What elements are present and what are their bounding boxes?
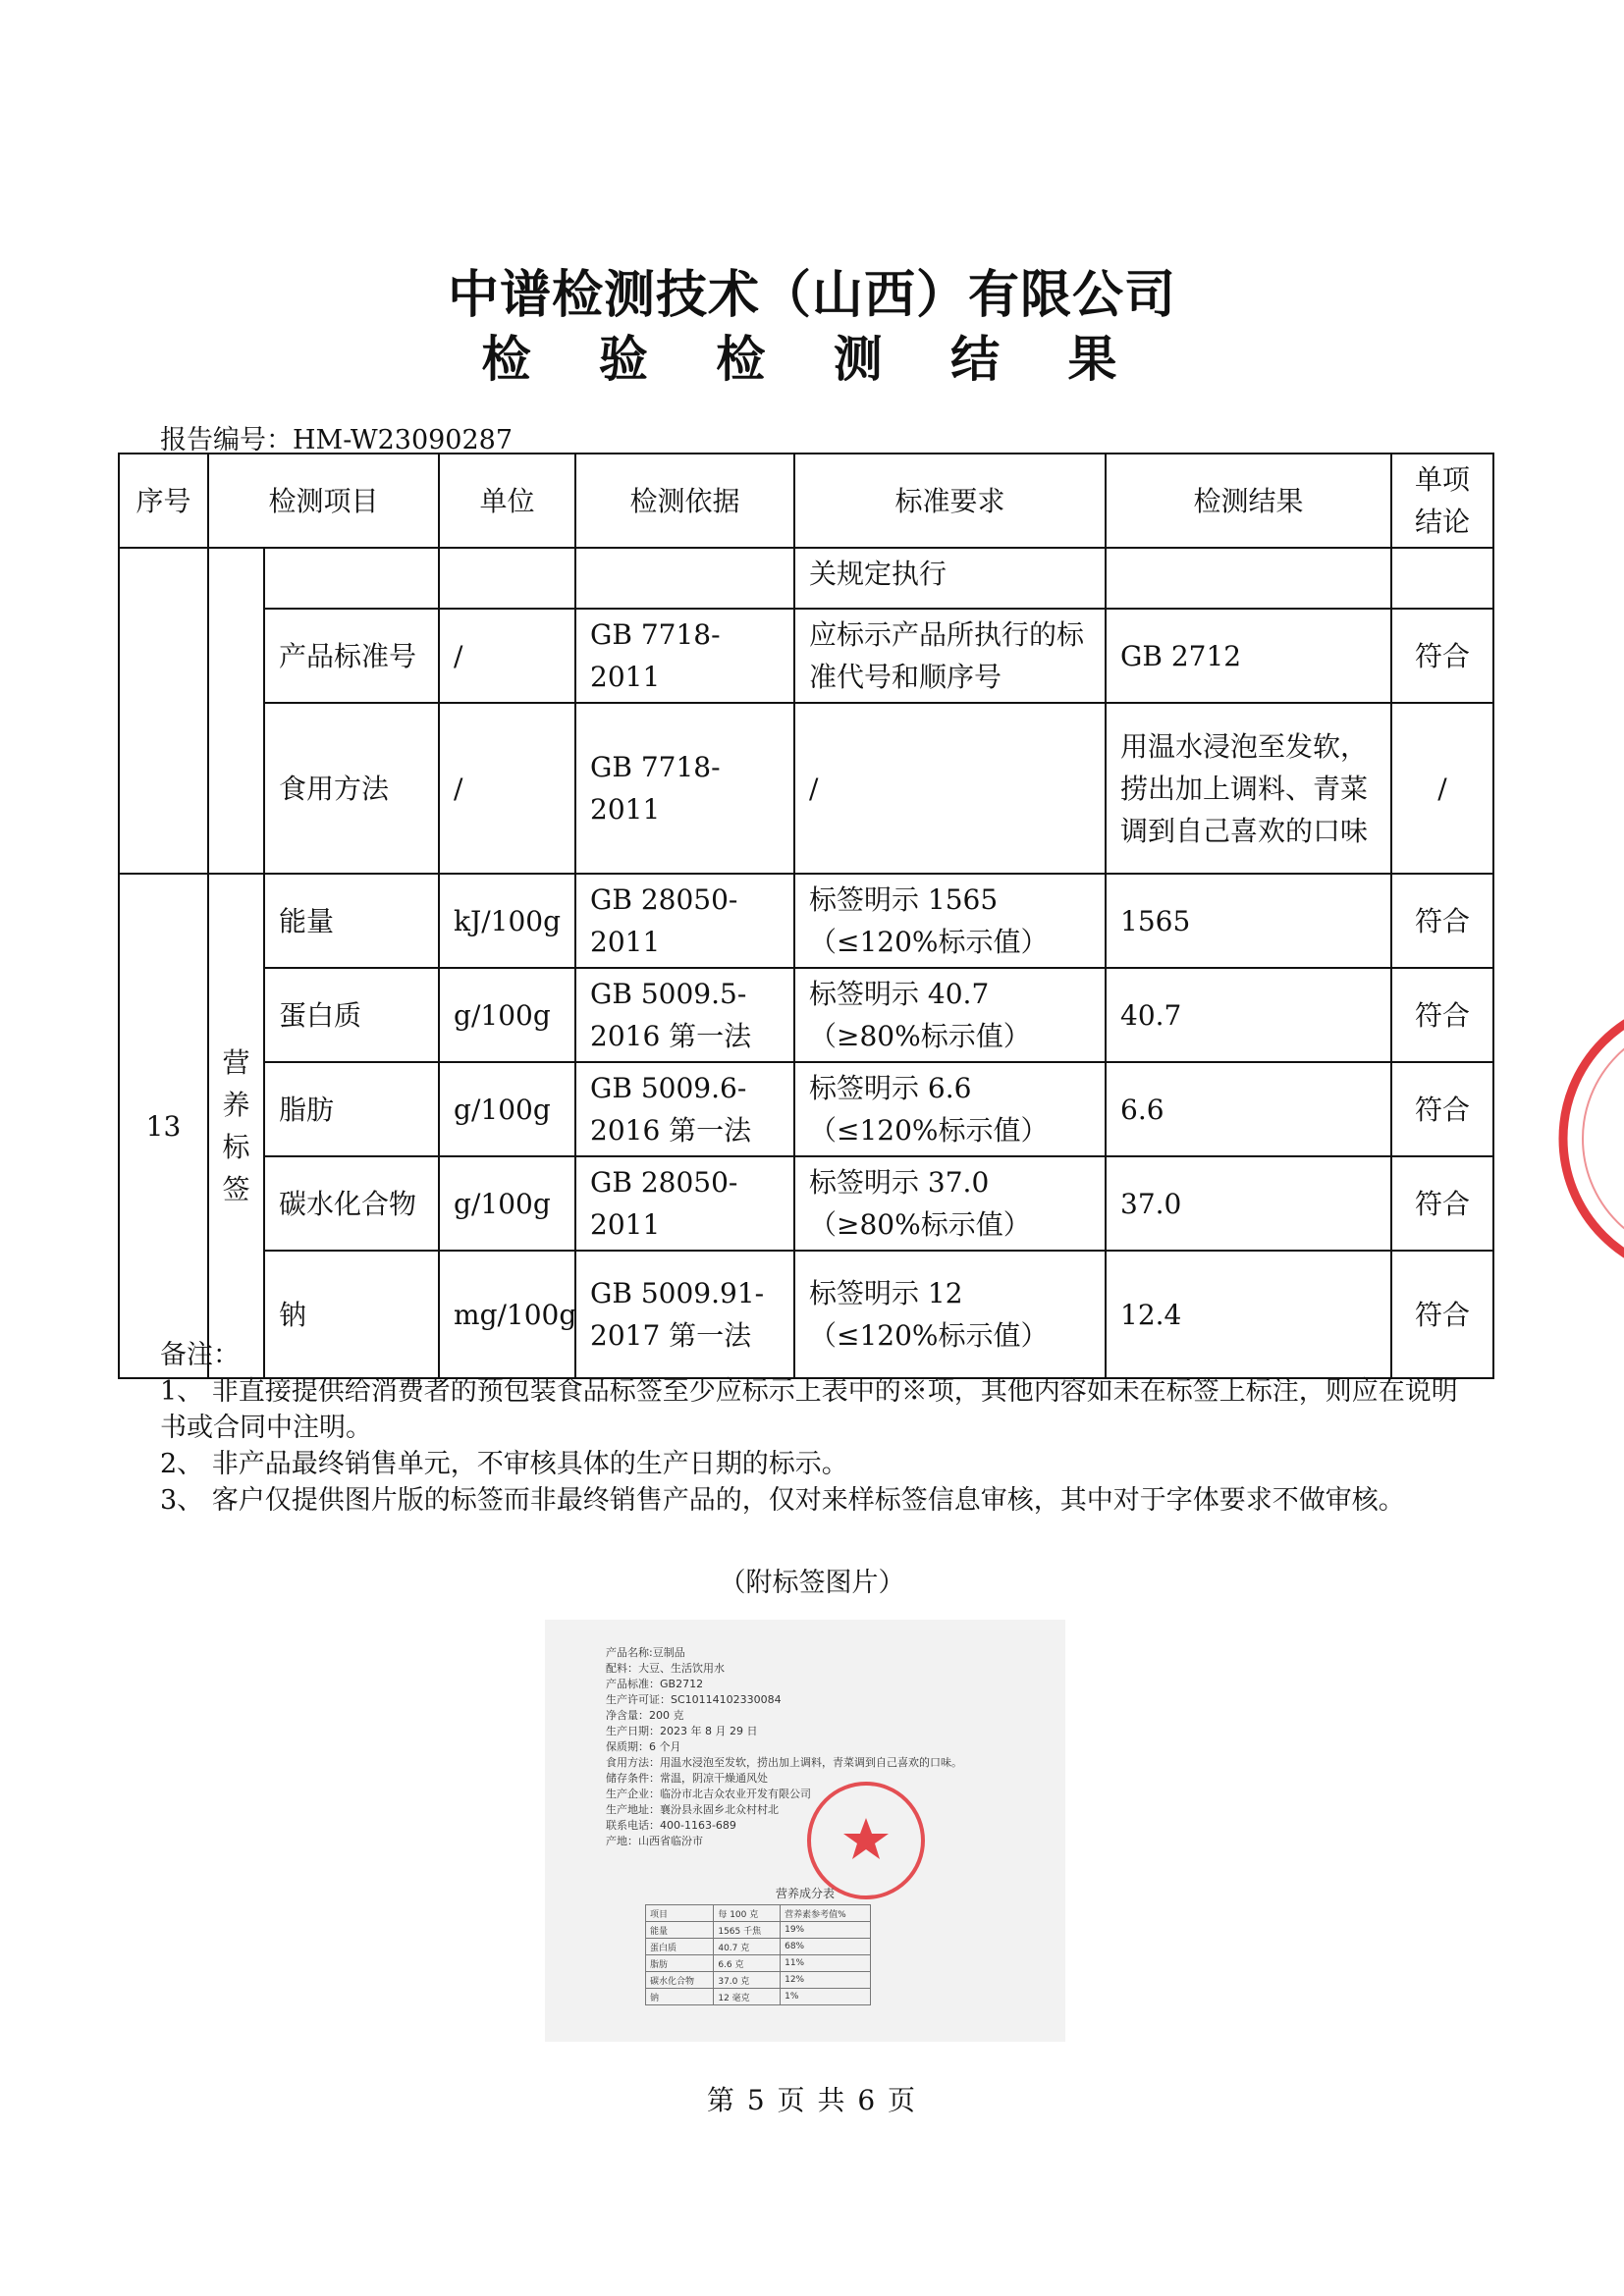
conclusion-cell: 符合 [1391, 1251, 1493, 1378]
notes-section [160, 1337, 1476, 1519]
item-cell: 脂肪 [264, 1062, 439, 1156]
nutrition-table [645, 1904, 871, 2005]
nutrition-header-row [646, 1905, 871, 1922]
label-line: 产地：山西省临汾市 [606, 1835, 703, 1847]
item-cell: 产品标准号 [264, 609, 439, 703]
category-char: 养 [222, 1089, 250, 1121]
header-cell: 检测项目 [208, 454, 439, 548]
unit-cell: g/100g [439, 1156, 575, 1251]
nutrition-cell: 钠 [646, 1989, 714, 2005]
nutrition-cell: 37.0 克 [714, 1972, 781, 1989]
table-row [119, 548, 1493, 609]
result-cell: 用温水浸泡至发软，捞出加上调料、青菜调到自己喜欢的口味 [1106, 703, 1391, 874]
conclusion-cell: 符合 [1391, 1062, 1493, 1156]
unit-cell [439, 548, 575, 609]
result-cell: 12.4 [1106, 1251, 1391, 1378]
label-line: 产品标准：GB2712 [606, 1678, 704, 1690]
nutrition-cell: 脂肪 [646, 1955, 714, 1972]
conclusion-cell [1391, 548, 1493, 609]
label-line: 保质期：6 个月 [606, 1740, 681, 1753]
category-char: 标 [222, 1131, 250, 1163]
document-title: 检 验 检 测 结 果 [481, 331, 1143, 388]
basis-cell: GB 7718-2011 [575, 703, 794, 874]
result-cell: GB 2712 [1106, 609, 1391, 703]
result-cell: 37.0 [1106, 1156, 1391, 1251]
label-line: 生产许可证：SC10114102330084 [606, 1693, 782, 1706]
no-cell: 13 [119, 874, 208, 1378]
label-image [545, 1620, 1065, 2042]
header-cell: 检测结果 [1106, 454, 1391, 548]
unit-cell: g/100g [439, 1062, 575, 1156]
results-table [118, 453, 1494, 1379]
company-seal-icon [1553, 991, 1624, 1286]
basis-cell: GB 5009.6-2016 第一法 [575, 1062, 794, 1156]
nutrition-cell: 1565 千焦 [714, 1922, 781, 1939]
label-line: 储存条件：常温，阴凉干燥通风处 [606, 1772, 768, 1785]
table-row [119, 874, 1493, 968]
table-row [119, 703, 1493, 874]
nutrition-cell: 11% [781, 1955, 871, 1972]
nutrition-cell: 能量 [646, 1922, 714, 1939]
conclusion-cell: 符合 [1391, 1156, 1493, 1251]
item-cell: 蛋白质 [264, 968, 439, 1062]
nutrition-cell: 蛋白质 [646, 1939, 714, 1955]
label-line: 产品名称:豆制品 [606, 1646, 685, 1659]
header-cell: 检测依据 [575, 454, 794, 548]
unit-cell: / [439, 703, 575, 874]
basis-cell: GB 5009.91-2017 第一法 [575, 1251, 794, 1378]
requirement-cell: 标签明示 6.6（≤120%标示值） [794, 1062, 1106, 1156]
item-cell: 食用方法 [264, 703, 439, 874]
table-row [119, 1156, 1493, 1251]
category-char: 签 [222, 1173, 250, 1205]
label-line: 生产企业：临汾市北吉众农业开发有限公司 [606, 1788, 811, 1800]
label-line: 净含量：200 克 [606, 1709, 684, 1722]
unit-cell: / [439, 609, 575, 703]
nutrition-row [646, 1922, 871, 1939]
company-name: 中谱检测技术（山西）有限公司 [447, 266, 1176, 325]
label-line: 食用方法：用温水浸泡至发软，捞出加上调料，青菜调到自己喜欢的口味。 [606, 1756, 962, 1769]
requirement-cell: 标签明示 37.0（≥80%标示值） [794, 1156, 1106, 1251]
result-cell [1106, 548, 1391, 609]
nutrition-row [646, 1939, 871, 1955]
nutrition-row [646, 1955, 871, 1972]
attachment-caption: （附标签图片） [719, 1568, 905, 1598]
result-cell: 1565 [1106, 874, 1391, 968]
category-cell [208, 874, 264, 1378]
header-cell: 标准要求 [794, 454, 1106, 548]
label-line: 生产日期：2023 年 8 月 29 日 [606, 1725, 758, 1737]
basis-cell: GB 7718-2011 [575, 609, 794, 703]
basis-cell: GB 28050-2011 [575, 874, 794, 968]
report-number: 报告编号：HM-W23090287 [160, 425, 514, 455]
conclusion-cell: 符合 [1391, 609, 1493, 703]
notes-heading: 备注： [160, 1340, 240, 1370]
nutrition-header-cell: 每 100 克 [714, 1905, 781, 1922]
item-cell: 钠 [264, 1251, 439, 1378]
nutrition-cell: 12% [781, 1972, 871, 1989]
label-line: 配料：大豆、生活饮用水 [606, 1662, 725, 1675]
item-cell: 碳水化合物 [264, 1156, 439, 1251]
table-header-row [119, 454, 1493, 548]
nutrition-cell: 68% [781, 1939, 871, 1955]
nutrition-cell: 19% [781, 1922, 871, 1939]
note-item: 3、 客户仅提供图片版的标签而非最终销售产品的，仅对来样标签信息审核，其中对于字体要求不做审核。 [160, 1485, 1405, 1516]
conclusion-cell: / [1391, 703, 1493, 874]
basis-cell: GB 28050-2011 [575, 1156, 794, 1251]
table-row [119, 609, 1493, 703]
unit-cell: kJ/100g [439, 874, 575, 968]
header-cell: 单项结论 [1391, 454, 1493, 548]
basis-cell: GB 5009.5-2016 第一法 [575, 968, 794, 1062]
no-cell [119, 548, 208, 874]
item-cell [264, 548, 439, 609]
header-cell: 单位 [439, 454, 575, 548]
requirement-cell: 标签明示 1565（≤120%标示值） [794, 874, 1106, 968]
page-footer: 第 5 页 共 6 页 [706, 2084, 918, 2116]
requirement-cell: 标签明示 12（≤120%标示值） [794, 1251, 1106, 1378]
requirement-cell: / [794, 703, 1106, 874]
nutrition-cell: 40.7 克 [714, 1939, 781, 1955]
conclusion-cell: 符合 [1391, 874, 1493, 968]
nutrition-cell: 6.6 克 [714, 1955, 781, 1972]
header-cell: 序号 [119, 454, 208, 548]
label-line: 联系电话：400-1163-689 [606, 1819, 736, 1832]
nutrition-cell: 碳水化合物 [646, 1972, 714, 1989]
unit-cell: g/100g [439, 968, 575, 1062]
conclusion-cell: 符合 [1391, 968, 1493, 1062]
result-cell: 40.7 [1106, 968, 1391, 1062]
nutrition-cell: 1% [781, 1989, 871, 2005]
nutrition-title: 营养成分表 [775, 1887, 835, 1900]
item-cell: 能量 [264, 874, 439, 968]
nutrition-header-cell: 营养素参考值% [781, 1905, 871, 1922]
note-item: 2、 非产品最终销售单元，不审核具体的生产日期的标示。 [160, 1449, 848, 1479]
nutrition-row [646, 1972, 871, 1989]
requirement-cell: 应标示产品所执行的标准代号和顺序号 [794, 609, 1106, 703]
category-cell [208, 548, 264, 874]
basis-cell [575, 548, 794, 609]
result-cell: 6.6 [1106, 1062, 1391, 1156]
nutrition-header-cell: 项目 [646, 1905, 714, 1922]
nutrition-cell: 12 毫克 [714, 1989, 781, 2005]
note-item: 1、 非直接提供给消费者的预包装食品标签至少应标示上表中的※项，其他内容如未在标签上标注，则应在说明书或合同中注明。 [160, 1376, 1458, 1443]
table-row [119, 968, 1493, 1062]
category-label [211, 1041, 261, 1210]
requirement-cell: 标签明示 40.7（≥80%标示值） [794, 968, 1106, 1062]
table-row [119, 1062, 1493, 1156]
unit-cell: mg/100g [439, 1251, 575, 1378]
label-line: 生产地址：襄汾县永固乡北众村村北 [606, 1803, 779, 1816]
category-char: 营 [222, 1046, 250, 1079]
requirement-cell: 关规定执行 [794, 548, 1106, 609]
nutrition-row [646, 1989, 871, 2005]
